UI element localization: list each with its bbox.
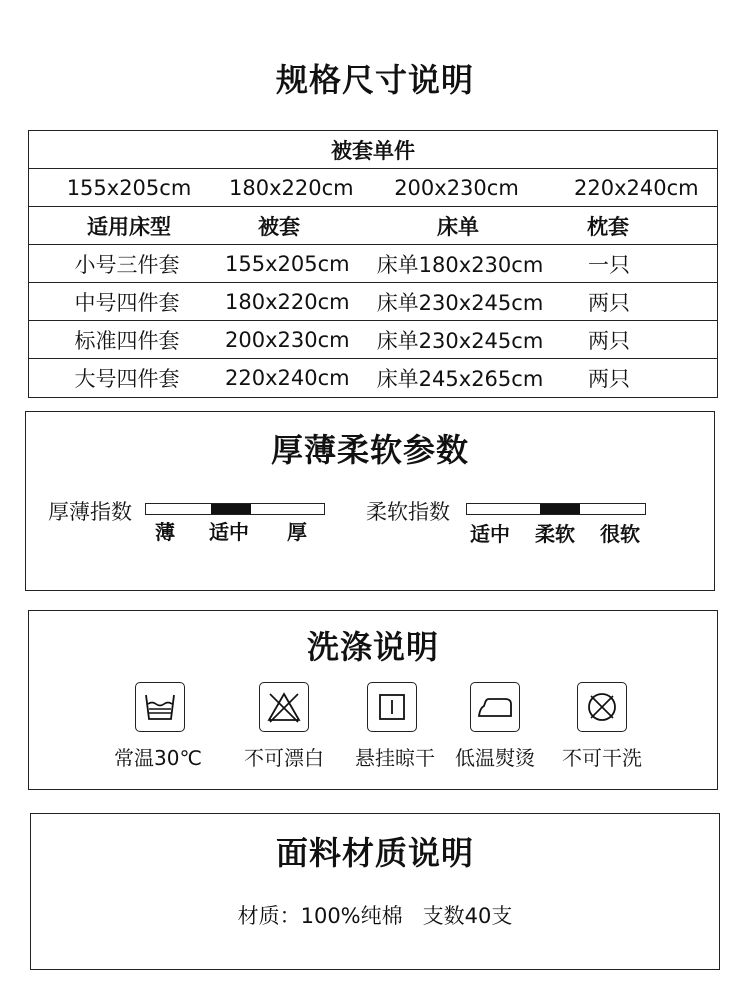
spec-title: 规格尺寸说明 <box>275 61 474 99</box>
table-row <box>29 245 717 283</box>
thickness-indicator <box>211 504 251 514</box>
material-text: 材质：100%纯棉 支数40支 <box>237 904 513 928</box>
care-label-wash: 常温30℃ <box>114 746 202 770</box>
table-cell: 床单180x230cm <box>376 252 544 277</box>
softness-title: 厚薄柔软参数 <box>270 431 469 469</box>
care-label-bleach: 不可漂白 <box>244 746 324 770</box>
column-header: 床单 <box>437 214 479 239</box>
softness-label: 柔软指数 <box>366 500 450 524</box>
table-row <box>29 359 717 397</box>
thickness-label: 厚薄指数 <box>48 500 132 524</box>
column-header: 适用床型 <box>87 214 171 239</box>
low-iron-icon <box>470 682 520 732</box>
table-row <box>29 321 717 359</box>
softness-bar <box>466 503 646 515</box>
no-bleach-icon <box>259 682 309 732</box>
care-label-iron: 低温熨烫 <box>455 746 535 770</box>
size-cell: 200x230cm <box>394 175 519 200</box>
table-cell: 中号四件套 <box>74 290 180 315</box>
size-cell: 180x220cm <box>229 175 354 200</box>
table-cell: 标准四件套 <box>74 328 180 353</box>
no-dry-clean-icon <box>577 682 627 732</box>
table-cell: 床单230x245cm <box>376 290 544 315</box>
care-label-dry: 悬挂晾干 <box>355 746 435 770</box>
thickness-tick: 适中 <box>209 520 249 544</box>
softness-tick: 很软 <box>600 522 640 546</box>
material-title: 面料材质说明 <box>275 834 474 872</box>
table-cell: 床单230x245cm <box>376 328 544 353</box>
size-cell: 155x205cm <box>66 175 192 200</box>
spec-sizes-row <box>29 169 717 207</box>
softness-tick: 柔软 <box>535 522 575 546</box>
spec-columns-row <box>29 207 717 245</box>
table-cell: 两只 <box>588 328 630 353</box>
table-cell: 220x240cm <box>225 366 350 390</box>
size-cell: 220x240cm <box>574 175 699 200</box>
thickness-bar <box>145 503 325 515</box>
thickness-tick: 厚 <box>287 520 307 544</box>
table-cell: 180x220cm <box>225 289 350 314</box>
table-cell: 155x205cm <box>225 251 350 276</box>
column-header: 枕套 <box>587 214 629 239</box>
table-cell: 两只 <box>588 367 630 391</box>
table-row <box>29 283 717 321</box>
spec-header-row <box>29 131 717 169</box>
thickness-tick: 薄 <box>155 520 175 544</box>
hang-dry-icon <box>367 682 417 732</box>
softness-indicator <box>540 504 580 514</box>
table-cell: 一只 <box>588 252 630 277</box>
care-title: 洗涤说明 <box>306 628 439 666</box>
table-cell: 小号三件套 <box>74 252 180 277</box>
spec-table <box>28 130 718 398</box>
table-cell: 大号四件套 <box>74 367 180 391</box>
wash-30-icon <box>135 682 185 732</box>
table-cell: 200x230cm <box>225 327 350 352</box>
table-cell: 床单245x265cm <box>376 367 544 391</box>
softness-tick: 适中 <box>470 522 510 546</box>
table-cell: 两只 <box>588 290 630 315</box>
spec-header: 被套单件 <box>331 138 415 163</box>
column-header: 被套 <box>258 214 300 239</box>
care-label-dry-clean: 不可干洗 <box>562 746 642 770</box>
